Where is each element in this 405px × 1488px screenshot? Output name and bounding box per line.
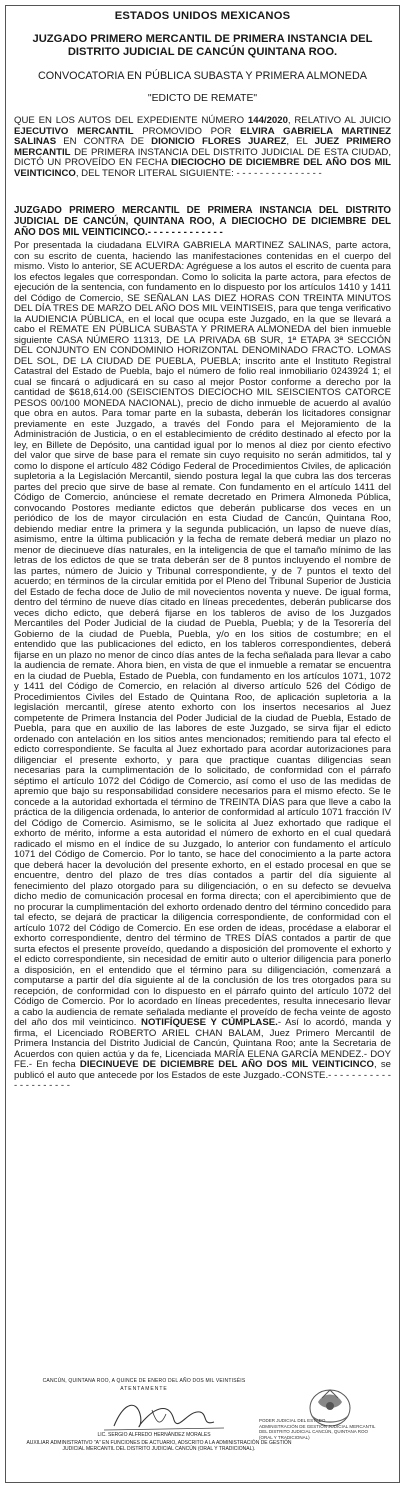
closing-text-1: - Así lo acordó, manda y firma, el Licenciado ROBERTO ARIEL CHAN BALAM, Juez Primero Mercantil de Primera Instancia del Distrito Judicial de Cancún, Quintana Roo; ante la Secretaria de Acuerdos con quien actúa y da fe, Licenciada MARÍA ELENA GARCÍA MENDEZ.- DOY FE.- En fecha — [14, 1017, 391, 1070]
intro-text-6: DE PRIMERA INSTANCIA DEL DISTRITO JUDICIAL DE ESTA CIUDAD, DICTÓ UN PROVEÍDO EN FECHA — [14, 146, 391, 168]
footer-place-date: CANCÚN, QUINTANA ROO, A QUINCE DE ENERO DEL AÑO DOS MIL VEINTISÉIS — [42, 1378, 246, 1384]
seal-text-line2: ADMINISTRACIÓN DE GESTIÓN JUDICIAL MERCANTIL — [259, 1423, 376, 1429]
intro-text-3: PROMOVIDO POR — [133, 125, 241, 137]
intro-text-1: QUE EN LOS AUTOS DEL EXPEDIENTE NÚMERO — [14, 115, 248, 126]
notify-comply: NOTIFÍQUESE Y CÚMPLASE. — [141, 1017, 278, 1028]
footer-signer-role: AUXILIAR ADMINISTRATIVO "A" EN FUNCIONES DE ACTUARIO, ADSCRITO A LA ADMINISTRACIÓN DE GESTIÓN — [26, 1440, 292, 1446]
edict-title: "EDICTO DE REMATE" — [147, 93, 258, 104]
court-heading — [14, 33, 391, 59]
ruling-body-paragraph — [14, 241, 391, 1092]
seal-text-line3: DEL DISTRITO JUDICIAL CANCÚN, QUINTANA ROO — [259, 1429, 369, 1434]
auction-call-heading: CONVOCATORIA EN PÚBLICA SUBASTA Y PRIMERA ALMONEDA — [37, 70, 367, 82]
seal-text-line4: (ORAL Y TRADICIONAL) — [259, 1434, 310, 1440]
case-number: 144/2020 — [247, 115, 288, 126]
defendant-name: DIONICIO FLORES JUAREZ — [151, 136, 287, 147]
court-heading-line2: DISTRITO JUDICIAL DE CANCÚN QUINTANA ROO. — [67, 46, 338, 58]
footer-attentive: ATENTAMENTE — [120, 1386, 168, 1392]
ruling-date: DIECIOCHO DE DICIEMBRE DEL AÑO DOS MIL VEINTICINCO — [14, 157, 391, 179]
intro-text-5: , EL — [286, 136, 315, 147]
ruling-header-paragraph: JUZGADO PRIMERO MERCANTIL DE PRIMERA INSTANCIA DEL DISTRITO JUDICIAL DE CANCÚN, QUINTANA ROO, A DIECIOCHO DE DICIEMBRE DEL AÑO DOS MIL VEINTICINCO.- - - - - - - - - - - - - — [14, 205, 391, 238]
intro-text-7: , DEL TENOR LITERAL SIGUIENTE: - - - - - - - - - - - - - - - — [75, 167, 322, 179]
footer-signer-unit: JUDICIAL MERCANTIL DEL DISTRITO JUDICIAL CANCÚN (ORAL Y TRADICIONAL). — [62, 1446, 256, 1452]
judge-title: JUEZ PRIMERO MERCANTIL — [14, 136, 392, 158]
trial-type: EJECUTIVO MERCANTIL — [14, 125, 134, 137]
intro-paragraph — [14, 116, 391, 179]
court-heading-line1: JUZGADO PRIMERO MERCANTIL DE PRIMERA INSTANCIA DEL — [32, 33, 373, 45]
intro-text-2: , RELATIVO AL JUICIO — [287, 115, 391, 126]
country-heading: ESTADOS UNIDOS MEXICANOS — [114, 10, 291, 22]
intro-text-4: EN CONTRA DE — [56, 136, 152, 147]
seal-text-line1: PODER JUDICIAL DEL ESTADO — [259, 1418, 326, 1423]
signature-footer — [14, 1378, 391, 1478]
publication-date: DIECINUEVE DE DICIEMBRE DEL AÑO DOS MIL VEINTICINCO — [79, 1059, 374, 1070]
ruling-body-text: Por presentada la ciudadana ELVIRA GABRIELA MARTINEZ SALINAS, parte actora, con su escrito de cuenta, haciendo las manifestaciones contenidas en el cuerpo del mismo. Visto lo anterior, SE ACUERDA: Agréguese a los autos el escrito de cuenta para los efectos legales que correspondan. Como lo solicita la parte actora, para efectos de ejecución de la sentencia, con fundamento en lo dispuesto por los artículos 1410 y 1411 del Código de Comercio, SE SEÑALAN LAS DIEZ HORAS CON TREINTA MINUTOS DEL DÍA TRES DE MARZO DEL AÑO DOS MIL VEINTISEIS, para que tenga verificativo la AUDIENCIA PÚBLICA, en el local que ocupa este Juzgado, en la que se llevará a cabo el REMATE EN PÚBLICA SUBASTA Y PRIMERA ALMONEDA del bien inmueble siguiente CASA NÚMERO 11313, DE LA PRIVADA 6B SUR, 1ª ETAPA 3ª SECCIÓN DEL CONJUNTO EN CONDOMINIO HORIZONTAL DENOMINADO FRACTO. LOMAS DEL SOL, DE LA CIUDAD DE PUEBLA, PUEBLA; inscrito ante el Instituto Registral Catastral del Estado de Puebla, bajo el número de folio real inmobiliario 0243924 1; el cual se fincará o adjudicará en su caso al mejor Postor conforme a derecho por la cantidad de $618,614.00 (SEISCIENTOS DIECIOCHO MIL SEISCIENTOS CATORCE PESOS 00/100 MONEDA NACIONAL), precio de dicho inmueble de acuerdo al avalúo que obra en autos. Para tomar parte en la subasta, deberán los licitadores consignar previamente en este Juzgado, a través del Fondo para el Mejoramiento de la Administración de Justicia, o en el establecimiento de crédito destinado al efecto por la ley, en Billete de Depósito, una cantidad igual por lo menos al diez por ciento efectivo del valor que sirve de base para el remate sin cuyo requisito no serán admitidos, tal y como lo dispone el artículo 482 Código Federal de Procedimientos Civiles, de aplicación supletoria a la Legislación Mercantil, siendo postura legal la que cubra las dos terceras partes del precio que sirve de base al remate. Con fundamento en el artículo 1411 del Código de Comercio, anúnciese el remate decretado en Primera Almoneda Pública, convocando Postores mediante edictos que deberán publicarse dos veces en un periódico de los de mayor circulación en esta Ciudad de Cancún, Quintana Roo, debiendo mediar entre la primera y la segunda publicación, un lapso de nueve días, asimismo, entre la última publicación y la fecha de remate deberá mediar un plazo no menor de diecinueve días naturales, en la inteligencia de que el tamaño mínimo de las letras de los edictos de que se trata deberán ser de 8 puntos incluyendo el nombre de las partes, número de Juicio y Tribunal correspondiente, y de 7 puntos el texto del acuerdo; en términos de la circular emitida por el Pleno del Tribunal Superior de Justicia del Estado de fecha doce de Julio de mil novecientos noventa y nueve. De igual forma, dentro del término de nueve días citado en líneas precedentes, deberán publicarse dos veces dicho edicto, que deberá fijarse en los tableros de aviso de los Juzgados Mercantiles del Poder Judicial de la ciudad de Puebla, Puebla; y de la Tesorería del Gobierno de la ciudad de Puebla, Puebla, y/o en los sitios de costumbre; en el entendido que las publicaciones del edicto, en los tableros correspondientes, deberá fijarse en un plazo no menor de cinco días antes de la fecha señalada para llevar a cabo la audiencia de remate. Ahora bien, en vista de que el inmueble a rematar se encuentra en la ciudad de Puebla, Estado de Puebla, con fundamento en los artículos 1071, 1072 y 1411 del Código de Comercio, en relación al diverso artículo 526 del Código de Procedimientos Civiles del Estado de Quintana Roo, de aplicación supletoria a la legislación mercantil, gírese atento exhorto con los insertos necesarios al Juez competente de Primera Instancia del Poder Judicial de la ciudad de Puebla, Estado de Puebla, para que en auxilio de las labores de este Juzgado, se sirva fijar el edicto ordenado con antelación en los sitios antes mencionados; remitiendo para tal efecto el edicto correspondiente. Se faculta al Juez exhortado para acordar autorizaciones para diligenciar el presente exhorto, y para que practique cuantas diligencias sean necesarias para la cumplimentación de lo solicitado, de conformidad con el párrafo séptimo el artículo 1072 del Código de Comercio, así como el uso de las medidas de apremio que bajo su responsabilidad considere necesarios para el mismo efecto. Se le concede a la autoridad exhortada el término de TREINTA DÍAS para que lleve a cabo la práctica de la diligencia ordenada, lo anterior de conformidad al artículo 1071 fracción IV del Código de Comercio. Asimismo, se le solicita al Juez exhortado que radique el exhorto de mérito, informe a esta autoridad el número de exhorto en el cual quedará radicado el mismo en el índice de su Juzgado, lo anterior con fundamento el artículo 1071 del Código de Comercio. Por lo tanto, se hace del conocimiento a la parte actora que deberá hacer la devolución del presente exhorto, en el estado procesal en que se encuentre, dentro del plazo de tres días contados a partir del día siguiente al fenecimiento del plazo otorgado para su diligenciación, o en su defecto se devuelva dicho medio de comunicación procesal en forma directa; con el apercibimiento que de no procurar la cumplimentación del exhorto ordenado dentro del término concedido para tal efecto, se dejará de practicar la diligencia correspondiente, de conformidad con el artículo 1072 del Código de Comercio. En ese orden de ideas, procédase a elaborar el exhorto correspondiente, dentro del término de TRES DÍAS contados a partir de que surta efectos el presente proveído, quedando a disposición del promovente el exhorto y el edicto correspondiente, sin necesidad de emitir auto o ulterior diligencia para ponerlo a disposición, en el entendido que el término para su diligenciación, comenzará a computarse a partir del día siguiente al de la conclusión de los tres otorgados para su recepción, de conformidad con lo dispuesto en el párrafo quinto del artículo 1072 del Código de Comercio. Por lo acordado en líneas precedentes, resulta innecesario llevar a cabo la audiencia de remate señalada mediante el proveído de fecha veinte de agosto del año dos mil veinticinco. — [14, 240, 391, 1028]
closing-text-2: , se publicó el auto que antecede por los Estados de este Juzgado.-CONSTE.- - - - - - - - - - - - - - - - - - - - - — [14, 1059, 391, 1091]
plaintiff-name: ELVIRA GABRIELA MARTINEZ SALINAS — [14, 125, 391, 147]
footer-signer-name: LIC. SERGIO ALFREDO HERNÁNDEZ MORALES — [97, 1432, 211, 1438]
seal-text — [259, 1418, 389, 1440]
